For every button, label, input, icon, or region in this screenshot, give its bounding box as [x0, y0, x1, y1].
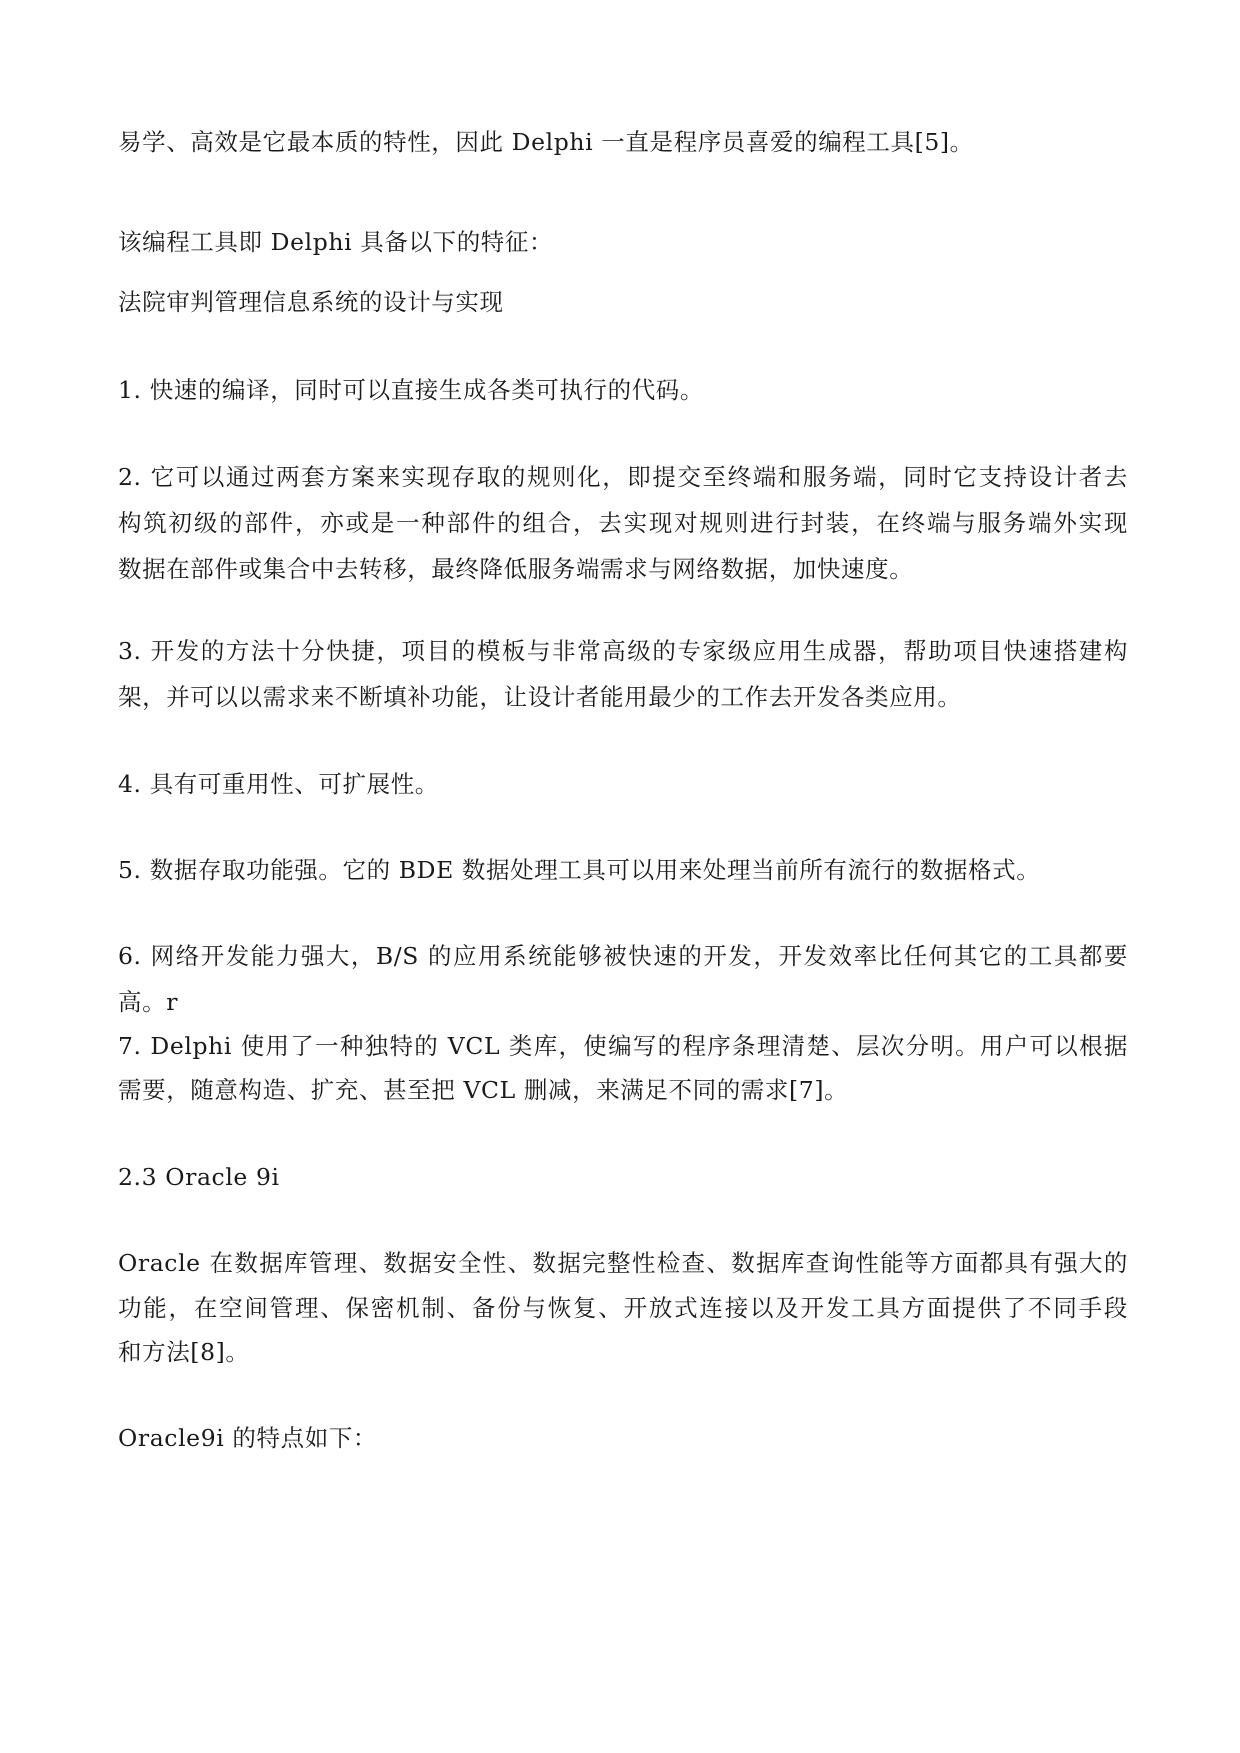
text-line: 该编程工具即 Delphi 具备以下的特征： — [118, 228, 554, 256]
paragraph-line: 和方法[8]。 — [118, 1338, 250, 1366]
list-item: 1. 快速的编译，同时可以直接生成各类可执行的代码。 — [118, 376, 704, 404]
list-item-continuation: 构筑初级的部件，亦或是一种部件的组合，去实现对规则进行封装，在终端与服务端外实现 — [118, 509, 1128, 537]
section-heading: 2.3 Oracle 9i — [118, 1163, 280, 1191]
list-item-continuation: 需要，随意构造、扩充、甚至把 VCL 删减，来满足不同的需求[7]。 — [118, 1076, 849, 1104]
paragraph-line: Oracle9i 的特点如下： — [118, 1424, 378, 1452]
list-item: 7. Delphi 使用了一种独特的 VCL 类库，使编写的程序条理清楚、层次分明。用户可以根据 — [118, 1032, 1128, 1060]
list-item: 6. 网络开发能力强大，B/S 的应用系统能够被快速的开发，开发效率比任何其它的工具都要 — [118, 942, 1128, 970]
paragraph-line: 功能，在空间管理、保密机制、备份与恢复、开放式连接以及开发工具方面提供了不同手段 — [118, 1294, 1128, 1322]
list-item: 4. 具有可重用性、可扩展性。 — [118, 770, 439, 798]
paragraph-line: Oracle 在数据库管理、数据安全性、数据完整性检查、数据库查询性能等方面都具有强大的 — [118, 1249, 1128, 1277]
list-item: 5. 数据存取功能强。它的 BDE 数据处理工具可以用来处理当前所有流行的数据格式。 — [118, 856, 1041, 884]
list-item-continuation: 架，并可以以需求来不断填补功能，让设计者能用最少的工作去开发各类应用。 — [118, 683, 962, 711]
section-heading: 法院审判管理信息系统的设计与实现 — [118, 288, 504, 316]
list-item: 2. 它可以通过两套方案来实现存取的规则化，即提交至终端和服务端，同时它支持设计者去 — [118, 463, 1128, 491]
list-item-continuation: 数据在部件或集合中去转移，最终降低服务端需求与网络数据，加快速度。 — [118, 555, 914, 583]
list-item-continuation: 高。r — [118, 988, 179, 1016]
text-line: 易学、高效是它最本质的特性，因此 Delphi 一直是程序员喜爱的编程工具[5]。 — [118, 128, 974, 156]
list-item: 3. 开发的方法十分快捷，项目的模板与非常高级的专家级应用生成器，帮助项目快速搭建构 — [118, 637, 1128, 665]
